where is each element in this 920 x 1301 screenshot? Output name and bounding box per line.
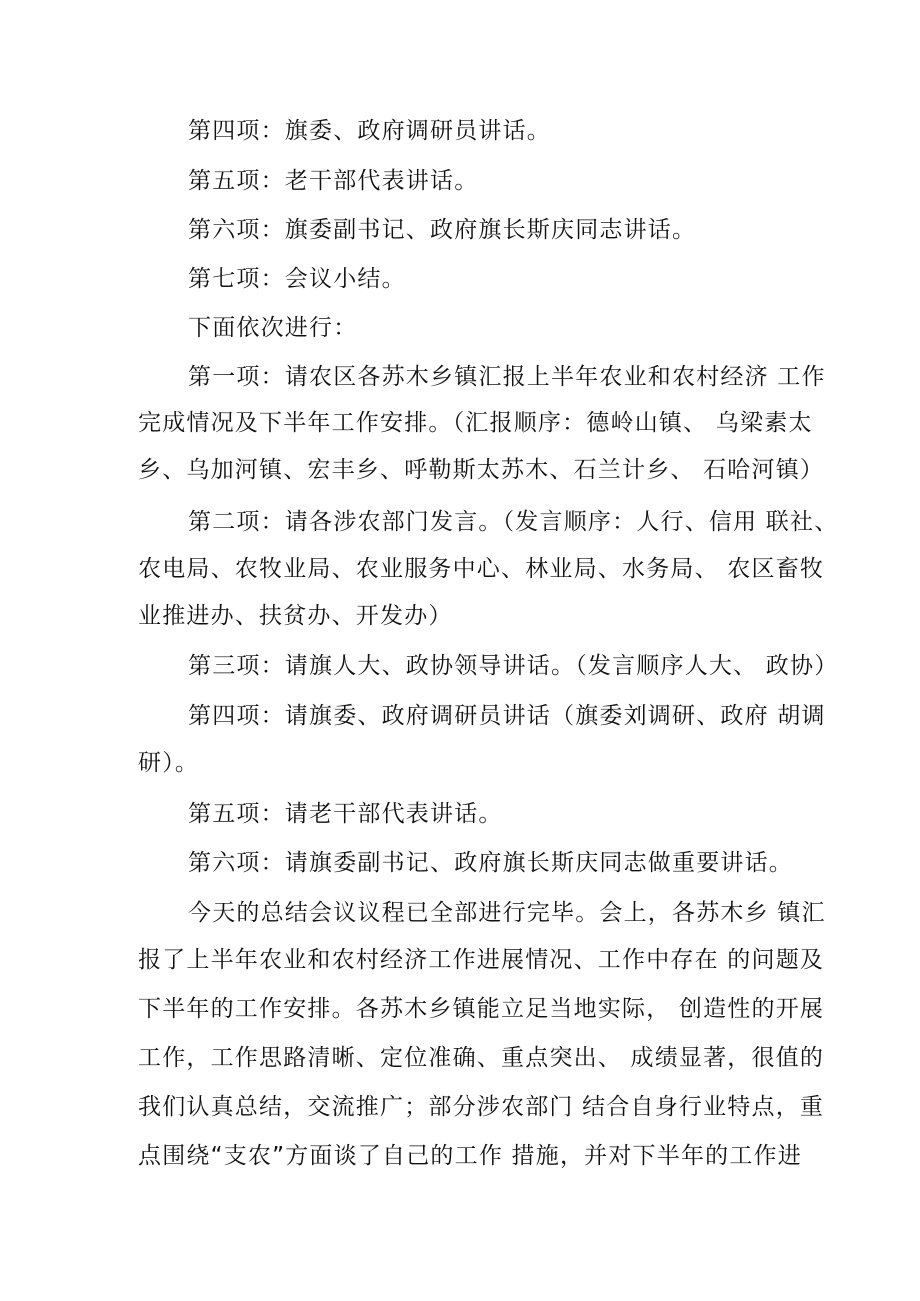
paragraph-line: 工作，工作思路清晰、定位准确、重点突出、 成绩显著，很值的 xyxy=(138,1045,825,1071)
paragraph-line: 第四项：请旗委、政府调研员讲话（旗委刘调研、政府 胡调 xyxy=(188,703,826,729)
paragraph-line: 业推进办、扶贫办、开发办） xyxy=(138,603,453,629)
paragraph-line: 第三项：请旗人大、政协领导讲话。（发言顺序人大、 政协） xyxy=(188,653,839,679)
paragraph-line: 农电局、农牧业局、农业服务中心、林业局、水务局、 农区畜牧 xyxy=(138,556,825,582)
paragraph-line: 第四项：旗委、政府调研员讲话。 xyxy=(188,118,551,144)
paragraph-line: 第六项：旗委副书记、政府旗长斯庆同志讲话。 xyxy=(188,217,697,243)
paragraph-line: 乡、乌加河镇、宏丰乡、呼勒斯太苏木、石兰计乡、 石哈河镇） xyxy=(138,457,825,483)
paragraph-line: 报了上半年农业和农村经济工作进展情况、工作中存在 的问题及 xyxy=(138,947,825,973)
paragraph-line: 第五项：请老干部代表讲话。 xyxy=(188,801,503,827)
paragraph-line: 下面依次进行： xyxy=(188,315,358,341)
paragraph-line: 今天的总结会议议程已全部进行完毕。会上，各苏木乡 镇汇 xyxy=(188,900,826,926)
paragraph-line: 下半年的工作安排。各苏木乡镇能立足当地实际， 创造性的开展 xyxy=(138,996,825,1022)
paragraph-line: 第七项：会议小结。 xyxy=(188,266,406,292)
paragraph-line: 第二项：请各涉农部门发言。（发言顺序：人行、信用 联社、 xyxy=(188,509,839,535)
paragraph-line: 第六项：请旗委副书记、政府旗长斯庆同志做重要讲话。 xyxy=(188,850,793,876)
paragraph-line: 研）。 xyxy=(138,750,200,776)
paragraph-line: 第五项：老干部代表讲话。 xyxy=(188,168,479,194)
paragraph-line: 第一项：请农区各苏木乡镇汇报上半年农业和农村经济 工作 xyxy=(188,364,826,390)
paragraph-line: 点围绕“支农”方面谈了自己的工作 措施，并对下半年的工作进 xyxy=(138,1143,802,1169)
paragraph-line: 我们认真总结，交流推广；部分涉农部门 结合自身行业特点，重 xyxy=(138,1094,825,1120)
paragraph-line: 完成情况及下半年工作安排。（汇报顺序：德岭山镇、 乌梁素太 xyxy=(138,410,813,436)
